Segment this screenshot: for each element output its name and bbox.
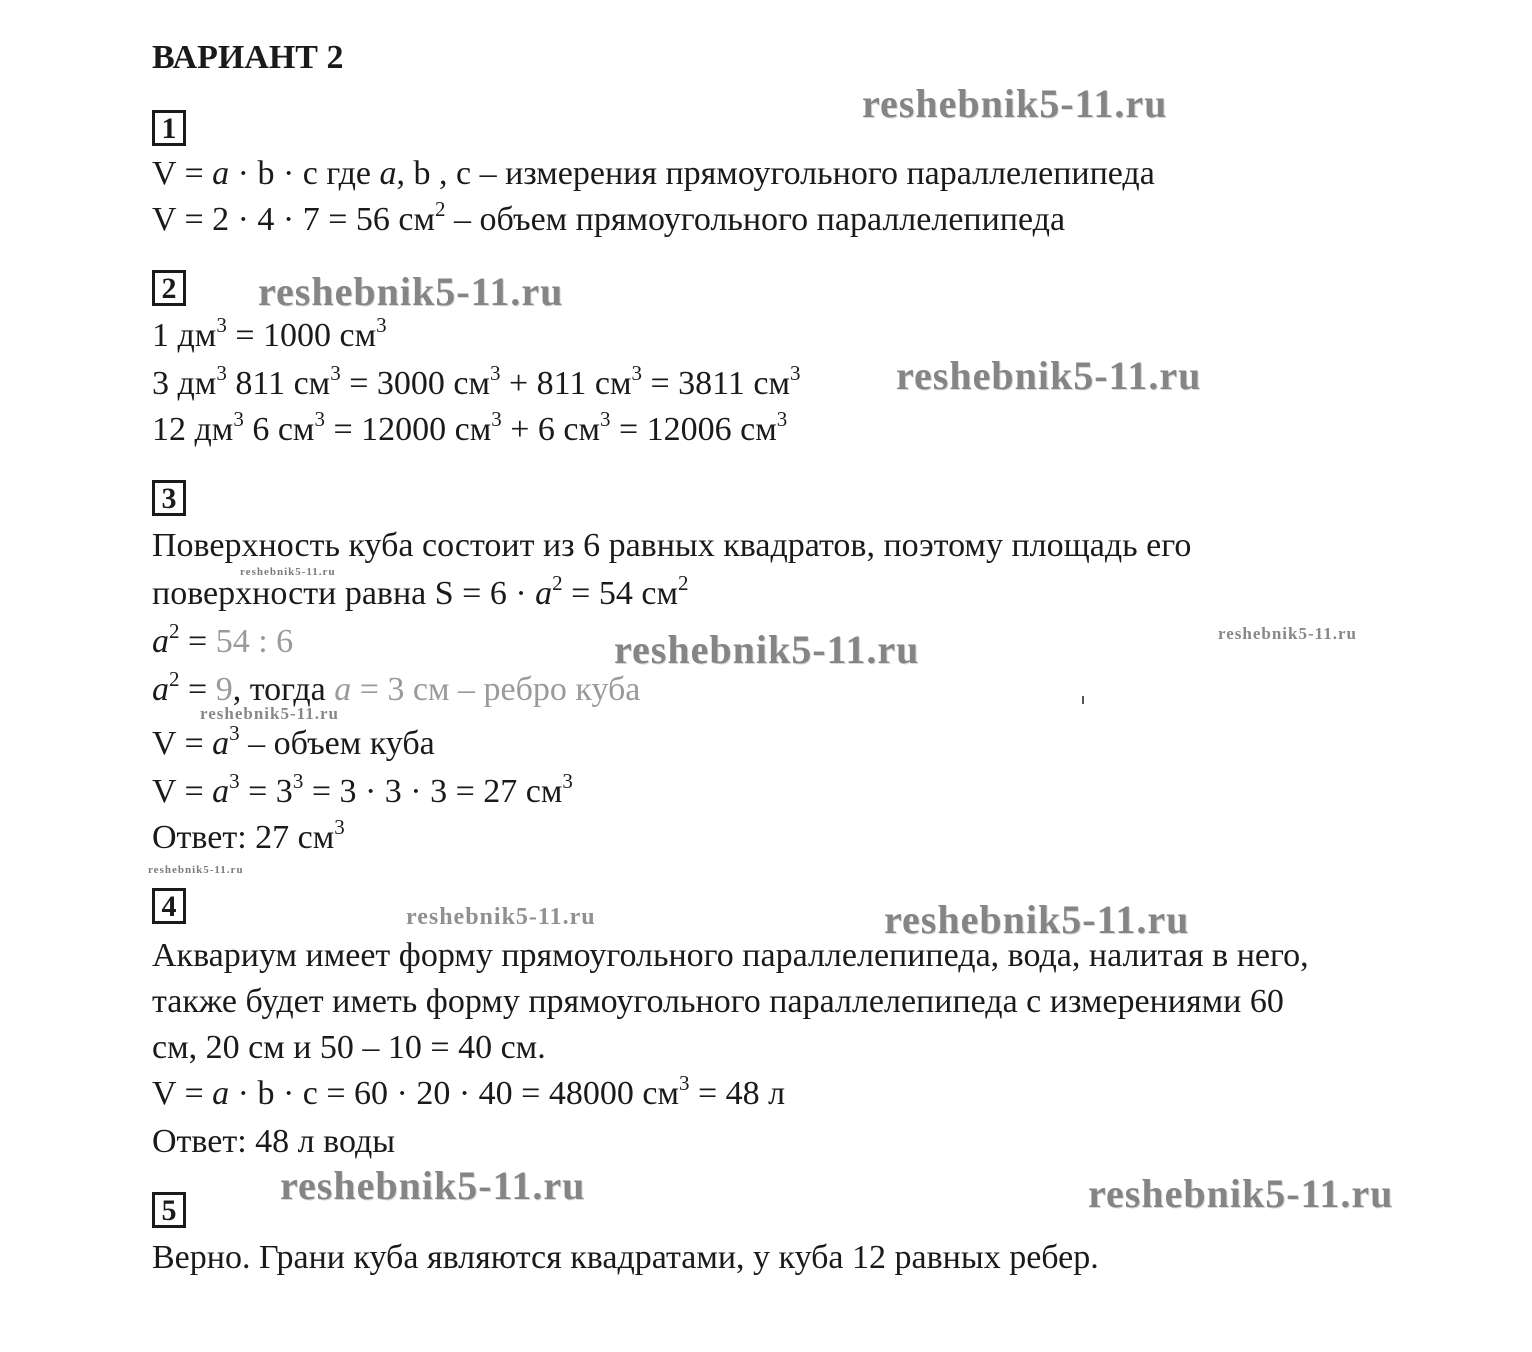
task-4-number: 4 <box>152 888 186 924</box>
task-5-number: 5 <box>152 1192 186 1228</box>
task-2-line-3: 12 $дм^3$ 6 $см^3 = 12000$ $см^3 + 6$ $см^3 = 12006$ $см^3$ <box>152 407 788 448</box>
task-4-line-2: также будет иметь форму прямоугольного параллелепипеда с измерениями 60 <box>152 983 1284 1020</box>
task-3-line-1: Поверхность куба состоит из 6 равных квадратов, поэтому площадь его <box>152 527 1192 564</box>
watermark: reshebnik5-11.ru <box>280 1163 586 1208</box>
task-2-number: 2 <box>152 270 186 306</box>
watermark: reshebnik5-11.ru <box>240 566 336 578</box>
task-2-line-1: 1 $дм^3 = 1000$ $см^3$ <box>152 313 387 354</box>
watermark: reshebnik5-11.ru <box>614 627 920 672</box>
watermark: reshebnik5-11.ru <box>148 864 244 876</box>
task-1-line-1: V = a · b · c где a, b , c – измерения прямоугольного параллелепипеда <box>152 155 1155 192</box>
task-3-line-5: $V = a^3$ – объем куба <box>152 721 435 762</box>
watermark: reshebnik5-11.ru <box>406 904 596 930</box>
watermark: reshebnik5-11.ru <box>1218 624 1357 643</box>
task-3-number: 3 <box>152 480 186 516</box>
task-3-line-7: Ответ: 27 $см^3$ <box>152 815 345 856</box>
watermark: reshebnik5-11.ru <box>200 704 339 723</box>
task-4-line-5: Ответ: 48 л воды <box>152 1123 396 1160</box>
task-3-line-2: поверхности равна $S = 6 \cdot a^2 = 54$ $см^2$ <box>152 571 689 612</box>
task-4-line-4: V = a · b · c = 60 · 20 · 40 = 48000 $см^3 = 48$ л <box>152 1071 786 1112</box>
task-5-line-1: Верно. Грани куба являются квадратами, у куба 12 равных ребер. <box>152 1239 1099 1276</box>
watermark: reshebnik5-11.ru <box>884 897 1190 942</box>
page-title: ВАРИАНТ 2 <box>152 39 344 76</box>
task-1-line-2: V = 2 · 4 · 7 = 56 $см^2$ – объем прямоугольного параллелепипеда <box>152 197 1066 238</box>
scan-speck <box>1082 696 1084 704</box>
task-2-line-2: 3 $дм^3$ 811 $см^3 = 3000$ $см^3 + 811$ $см^3 = 3811$ $см^3$ <box>152 361 801 402</box>
task-3-line-3: $a^2 = 54$ : 6 <box>152 619 294 660</box>
watermark: reshebnik5-11.ru <box>258 269 564 314</box>
task-3-line-4: $a^2 = 9$, тогда a = 3 см – ребро куба <box>152 667 641 708</box>
task-3-line-6: $V = a^3 = 3^3 = 3 \cdot 3 \cdot 3 = 27$ $см^3$ <box>152 769 573 810</box>
task-1-number: 1 <box>152 110 186 146</box>
watermark: reshebnik5-11.ru <box>1088 1171 1394 1216</box>
watermark: reshebnik5-11.ru <box>862 81 1168 126</box>
watermark: reshebnik5-11.ru <box>896 353 1202 398</box>
task-4-line-1: Аквариум имеет форму прямоугольного параллелепипеда, вода, налитая в него, <box>152 937 1309 974</box>
task-4-line-3: см, 20 см и 50 – 10 = 40 см. <box>152 1029 546 1066</box>
